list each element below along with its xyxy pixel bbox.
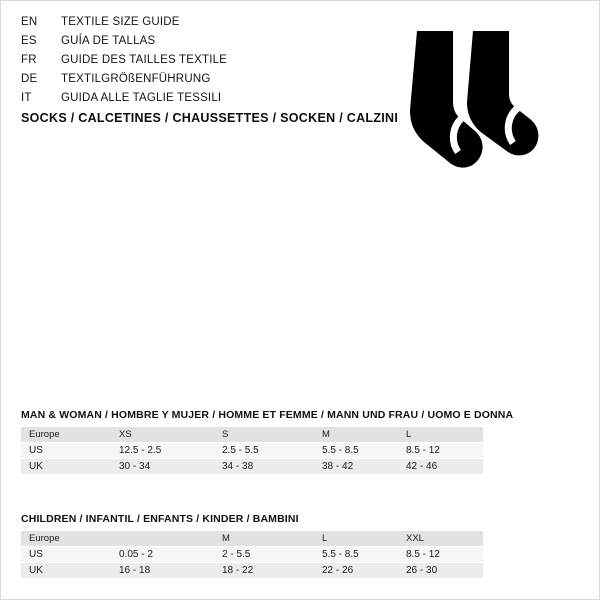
adult-size-table: [21, 426, 483, 474]
language-row-it: [21, 92, 371, 111]
table-header-cell: M: [314, 427, 398, 443]
table-header-row: [21, 531, 483, 547]
table-cell: 2.5 - 5.5: [214, 443, 314, 459]
table-cell: US: [21, 547, 111, 563]
table-cell: 5.5 - 8.5: [314, 547, 398, 563]
table-header-cell: XS: [111, 427, 214, 443]
language-title: TEXTILGRÖßENFÜHRUNG: [61, 73, 211, 85]
table-header-cell: S: [214, 427, 314, 443]
language-row-fr: [21, 54, 371, 73]
table-header-cell: M: [214, 531, 314, 547]
language-code: EN: [21, 16, 38, 28]
language-row-en: [21, 16, 371, 35]
language-title: GUIDE DES TAILLES TEXTILE: [61, 54, 228, 66]
table-cell: 8.5 - 12: [398, 443, 483, 459]
table-header-cell: Europe: [21, 427, 111, 443]
table-header-cell: L: [398, 427, 483, 443]
table-cell: 18 - 22: [214, 563, 314, 579]
language-title: GUÍA DE TALLAS: [61, 35, 156, 47]
product-title: SOCKS / CALCETINES / CHAUSSETTES / SOCKEN / CALZINI: [21, 111, 399, 125]
table-cell: 42 - 46: [398, 459, 483, 475]
table-cell: 5.5 - 8.5: [314, 443, 398, 459]
table-cell: 0.05 - 2: [111, 547, 214, 563]
table-cell: UK: [21, 563, 111, 579]
children-size-table-block: [21, 513, 483, 578]
table-cell: 16 - 18: [111, 563, 214, 579]
table-cell: 34 - 38: [214, 459, 314, 475]
table-header-cell: XXL: [398, 531, 483, 547]
table-row: [21, 459, 483, 475]
language-title: TEXTILE SIZE GUIDE: [61, 16, 180, 28]
language-code: IT: [21, 92, 32, 104]
socks-icon: [401, 21, 571, 176]
language-title: GUIDA ALLE TAGLIE TESSILI: [61, 92, 222, 104]
adult-size-table-block: [21, 409, 514, 474]
language-code: FR: [21, 54, 37, 66]
children-size-table: [21, 530, 483, 578]
language-code: DE: [21, 73, 38, 85]
language-list: [21, 16, 371, 111]
table-header-row: [21, 427, 483, 443]
table-header-cell: [111, 531, 214, 547]
table-cell: 30 - 34: [111, 459, 214, 475]
language-row-es: [21, 35, 371, 54]
table-cell: 22 - 26: [314, 563, 398, 579]
table-row: [21, 547, 483, 563]
table-header-cell: Europe: [21, 531, 111, 547]
table-cell: US: [21, 443, 111, 459]
table-row: [21, 563, 483, 579]
table-row: [21, 443, 483, 459]
children-table-caption: CHILDREN / INFANTIL / ENFANTS / KINDER / BAMBINI: [21, 513, 299, 525]
table-cell: 38 - 42: [314, 459, 398, 475]
table-cell: 2 - 5.5: [214, 547, 314, 563]
table-cell: 8.5 - 12: [398, 547, 483, 563]
table-header-cell: L: [314, 531, 398, 547]
language-code: ES: [21, 35, 37, 47]
table-cell: 12.5 - 2.5: [111, 443, 214, 459]
table-cell: UK: [21, 459, 111, 475]
table-cell: 26 - 30: [398, 563, 483, 579]
adult-table-caption: MAN & WOMAN / HOMBRE Y MUJER / HOMME ET FEMME / MANN UND FRAU / UOMO E DONNA: [21, 409, 514, 421]
language-row-de: [21, 73, 371, 92]
